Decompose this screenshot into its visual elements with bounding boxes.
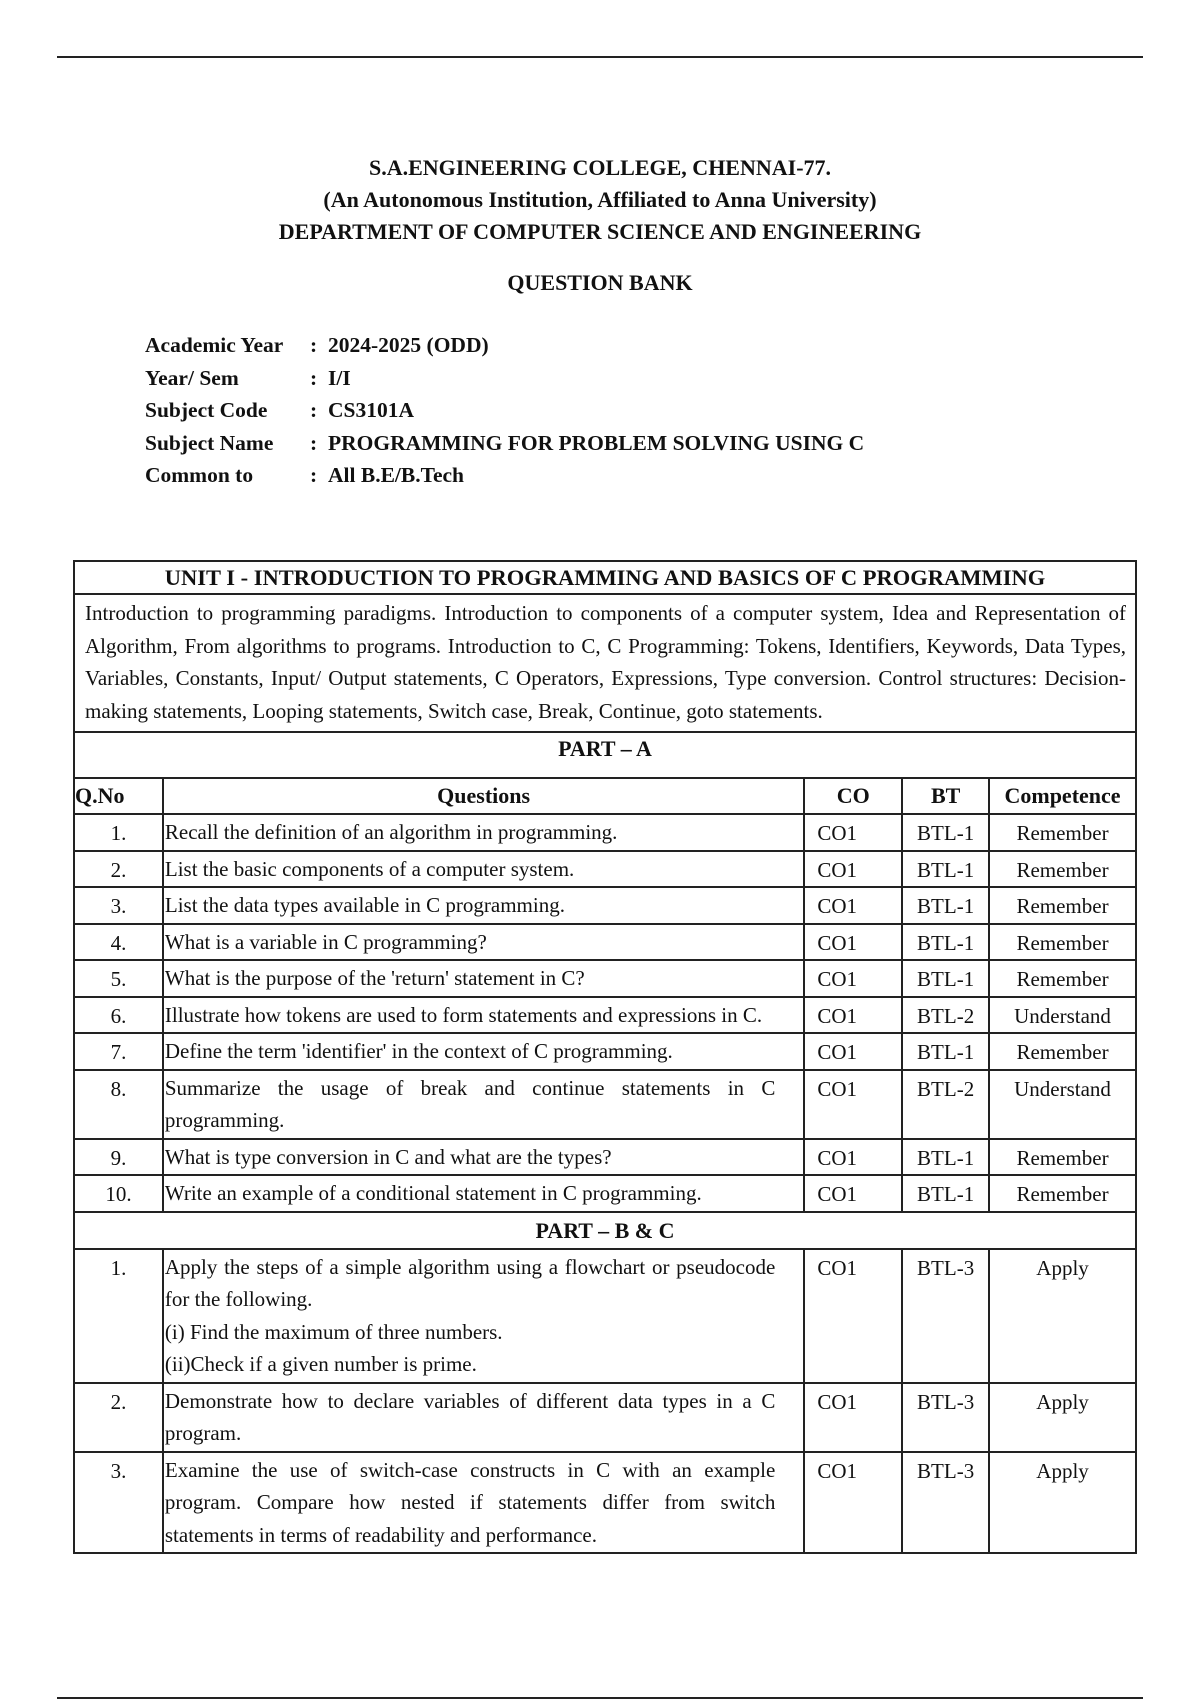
- table-row: [74, 1139, 1136, 1176]
- question-line: Examine the use of switch-case constructs in C with an example program. Compare how nested if statements differ from switch statements in terms of readability and performance.: [164, 1457, 776, 1547]
- question-co: CO1: [804, 1070, 902, 1139]
- col-header-questions: Questions: [163, 778, 804, 814]
- col-header-co: CO: [804, 778, 902, 814]
- college-affiliation: (An Autonomous Institution, Affiliated to Anna University): [323, 187, 877, 212]
- unit-title: UNIT I - INTRODUCTION TO PROGRAMMING AND BASICS OF C PROGRAMMING: [74, 561, 1136, 594]
- question-co: CO1: [804, 1139, 902, 1176]
- question-text: Write an example of a conditional statement in C programming.: [163, 1175, 804, 1212]
- course-details: [145, 333, 864, 496]
- question-co: CO1: [804, 1249, 902, 1383]
- question-number: 3.: [74, 1452, 163, 1554]
- question-text: [163, 1383, 804, 1452]
- question-competence: Understand: [989, 997, 1136, 1034]
- question-competence: Apply: [989, 1383, 1136, 1452]
- meta-value: CS3101A: [328, 398, 415, 422]
- question-bt: BTL-1: [902, 1139, 989, 1176]
- table-row: [74, 960, 1136, 997]
- question-number: 8.: [74, 1070, 163, 1139]
- question-number: 2.: [74, 851, 163, 888]
- question-text: List the basic components of a computer system.: [163, 851, 804, 888]
- question-co: CO1: [804, 1452, 902, 1554]
- question-text: Summarize the usage of break and continue statements in C programming.: [163, 1070, 804, 1139]
- part-a-title: PART – A: [74, 732, 1136, 778]
- question-competence: Remember: [989, 887, 1136, 924]
- question-number: 9.: [74, 1139, 163, 1176]
- question-bt: BTL-1: [902, 1175, 989, 1212]
- question-competence: Remember: [989, 924, 1136, 961]
- question-bt: BTL-2: [902, 1070, 989, 1139]
- question-bt: BTL-3: [902, 1383, 989, 1452]
- question-co: CO1: [804, 887, 902, 924]
- question-bt: BTL-2: [902, 997, 989, 1034]
- question-bank-table: [73, 560, 1137, 1554]
- question-text: [163, 1452, 804, 1554]
- meta-row: Year/ Sem : I/I: [145, 366, 864, 399]
- question-bt: BTL-3: [902, 1249, 989, 1383]
- meta-label: Subject Code: [145, 398, 268, 422]
- table-row: [74, 1383, 1136, 1452]
- meta-row: Subject Code : CS3101A: [145, 398, 864, 431]
- question-bt: BTL-1: [902, 1033, 989, 1070]
- question-competence: Remember: [989, 1139, 1136, 1176]
- meta-label: Subject Name: [145, 430, 274, 455]
- question-co: CO1: [804, 997, 902, 1034]
- question-bt: BTL-3: [902, 1452, 989, 1554]
- question-text: Illustrate how tokens are used to form statements and expressions in C.: [163, 997, 804, 1034]
- question-competence: Understand: [989, 1070, 1136, 1139]
- question-number: 5.: [74, 960, 163, 997]
- question-bt: BTL-1: [902, 814, 989, 851]
- question-number: 10.: [74, 1175, 163, 1212]
- document-title: QUESTION BANK: [507, 270, 693, 295]
- table-row: [74, 1033, 1136, 1070]
- question-line: (ii)Check if a given number is prime.: [164, 1352, 477, 1376]
- document-header: [0, 152, 1200, 248]
- table-row: [74, 1070, 1136, 1139]
- table-row: [74, 851, 1136, 888]
- question-bt: BTL-1: [902, 924, 989, 961]
- question-bt: BTL-1: [902, 960, 989, 997]
- question-number: 3.: [74, 887, 163, 924]
- question-text: What is a variable in C programming?: [163, 924, 804, 961]
- question-co: CO1: [804, 960, 902, 997]
- column-header-row: [74, 778, 1136, 814]
- meta-row: Academic Year : 2024-2025 (ODD): [145, 333, 864, 366]
- table-row: [74, 887, 1136, 924]
- question-co: CO1: [804, 814, 902, 851]
- question-competence: Remember: [989, 1175, 1136, 1212]
- meta-value: 2024-2025 (ODD): [328, 333, 489, 357]
- question-line: Apply the steps of a simple algorithm using a flowchart or pseudocode for the following.: [164, 1254, 776, 1311]
- college-name: S.A.ENGINEERING COLLEGE, CHENNAI-77.: [368, 155, 832, 180]
- meta-label: Year/ Sem: [145, 365, 239, 390]
- question-competence: Remember: [989, 814, 1136, 851]
- question-text: What is type conversion in C and what are the types?: [163, 1139, 804, 1176]
- question-text: Recall the definition of an algorithm in programming.: [163, 814, 804, 851]
- meta-value: PROGRAMMING FOR PROBLEM SOLVING USING C: [328, 430, 865, 455]
- question-text: List the data types available in C programming.: [163, 887, 804, 924]
- question-bt: BTL-1: [902, 887, 989, 924]
- meta-label: Academic Year: [145, 333, 284, 357]
- meta-label: Common to: [145, 463, 254, 487]
- question-bt: BTL-1: [902, 851, 989, 888]
- question-co: CO1: [804, 1383, 902, 1452]
- table-row: [74, 1175, 1136, 1212]
- question-line: Demonstrate how to declare variables of different data types in a C program.: [164, 1388, 776, 1445]
- top-rule: [57, 56, 1143, 58]
- question-line: (i) Find the maximum of three numbers.: [164, 1319, 503, 1344]
- question-text: [163, 1249, 804, 1383]
- question-text: What is the purpose of the 'return' statement in C?: [163, 960, 804, 997]
- question-co: CO1: [804, 1175, 902, 1212]
- question-co: CO1: [804, 1033, 902, 1070]
- meta-value: I/I: [328, 365, 351, 390]
- question-text: Define the term 'identifier' in the context of C programming.: [163, 1033, 804, 1070]
- col-header-qno: Q.No: [74, 778, 163, 814]
- table-row: [74, 1452, 1136, 1554]
- table-row: [74, 924, 1136, 961]
- question-number: 2.: [74, 1383, 163, 1452]
- meta-value: All B.E/B.Tech: [328, 463, 465, 487]
- question-competence: Apply: [989, 1452, 1136, 1554]
- question-number: 1.: [74, 814, 163, 851]
- question-number: 1.: [74, 1249, 163, 1383]
- question-co: CO1: [804, 851, 902, 888]
- department-name: DEPARTMENT OF COMPUTER SCIENCE AND ENGINEERING: [278, 219, 922, 244]
- table-row: [74, 997, 1136, 1034]
- table-row: [74, 814, 1136, 851]
- question-competence: Remember: [989, 960, 1136, 997]
- table-row: [74, 1249, 1136, 1383]
- col-header-bt: BT: [902, 778, 989, 814]
- question-number: 4.: [74, 924, 163, 961]
- bottom-rule: [57, 1697, 1143, 1699]
- meta-row: Common to : All B.E/B.Tech: [145, 463, 864, 496]
- question-co: CO1: [804, 924, 902, 961]
- question-competence: Remember: [989, 1033, 1136, 1070]
- unit-syllabus: Introduction to programming paradigms. Introduction to components of a computer system, Idea and Representation of Algorithm, From algorithms to programs. Introduction to C, C Programming: Tokens, Identifiers, Keywords, Data Types, Variables, Constants, Input/ Output statements, C Operators, Expressions, Type conversion. Control structures: Decision-making statements, Looping statements, Switch case, Break, Continue, goto statements.: [74, 594, 1136, 732]
- question-competence: Apply: [989, 1249, 1136, 1383]
- meta-row: Subject Name : PROGRAMMING FOR PROBLEM SOLVING USING C: [145, 431, 864, 464]
- question-competence: Remember: [989, 851, 1136, 888]
- question-number: 7.: [74, 1033, 163, 1070]
- question-number: 6.: [74, 997, 163, 1034]
- part-bc-title: PART – B & C: [74, 1212, 1136, 1249]
- col-header-competence: Competence: [989, 778, 1136, 814]
